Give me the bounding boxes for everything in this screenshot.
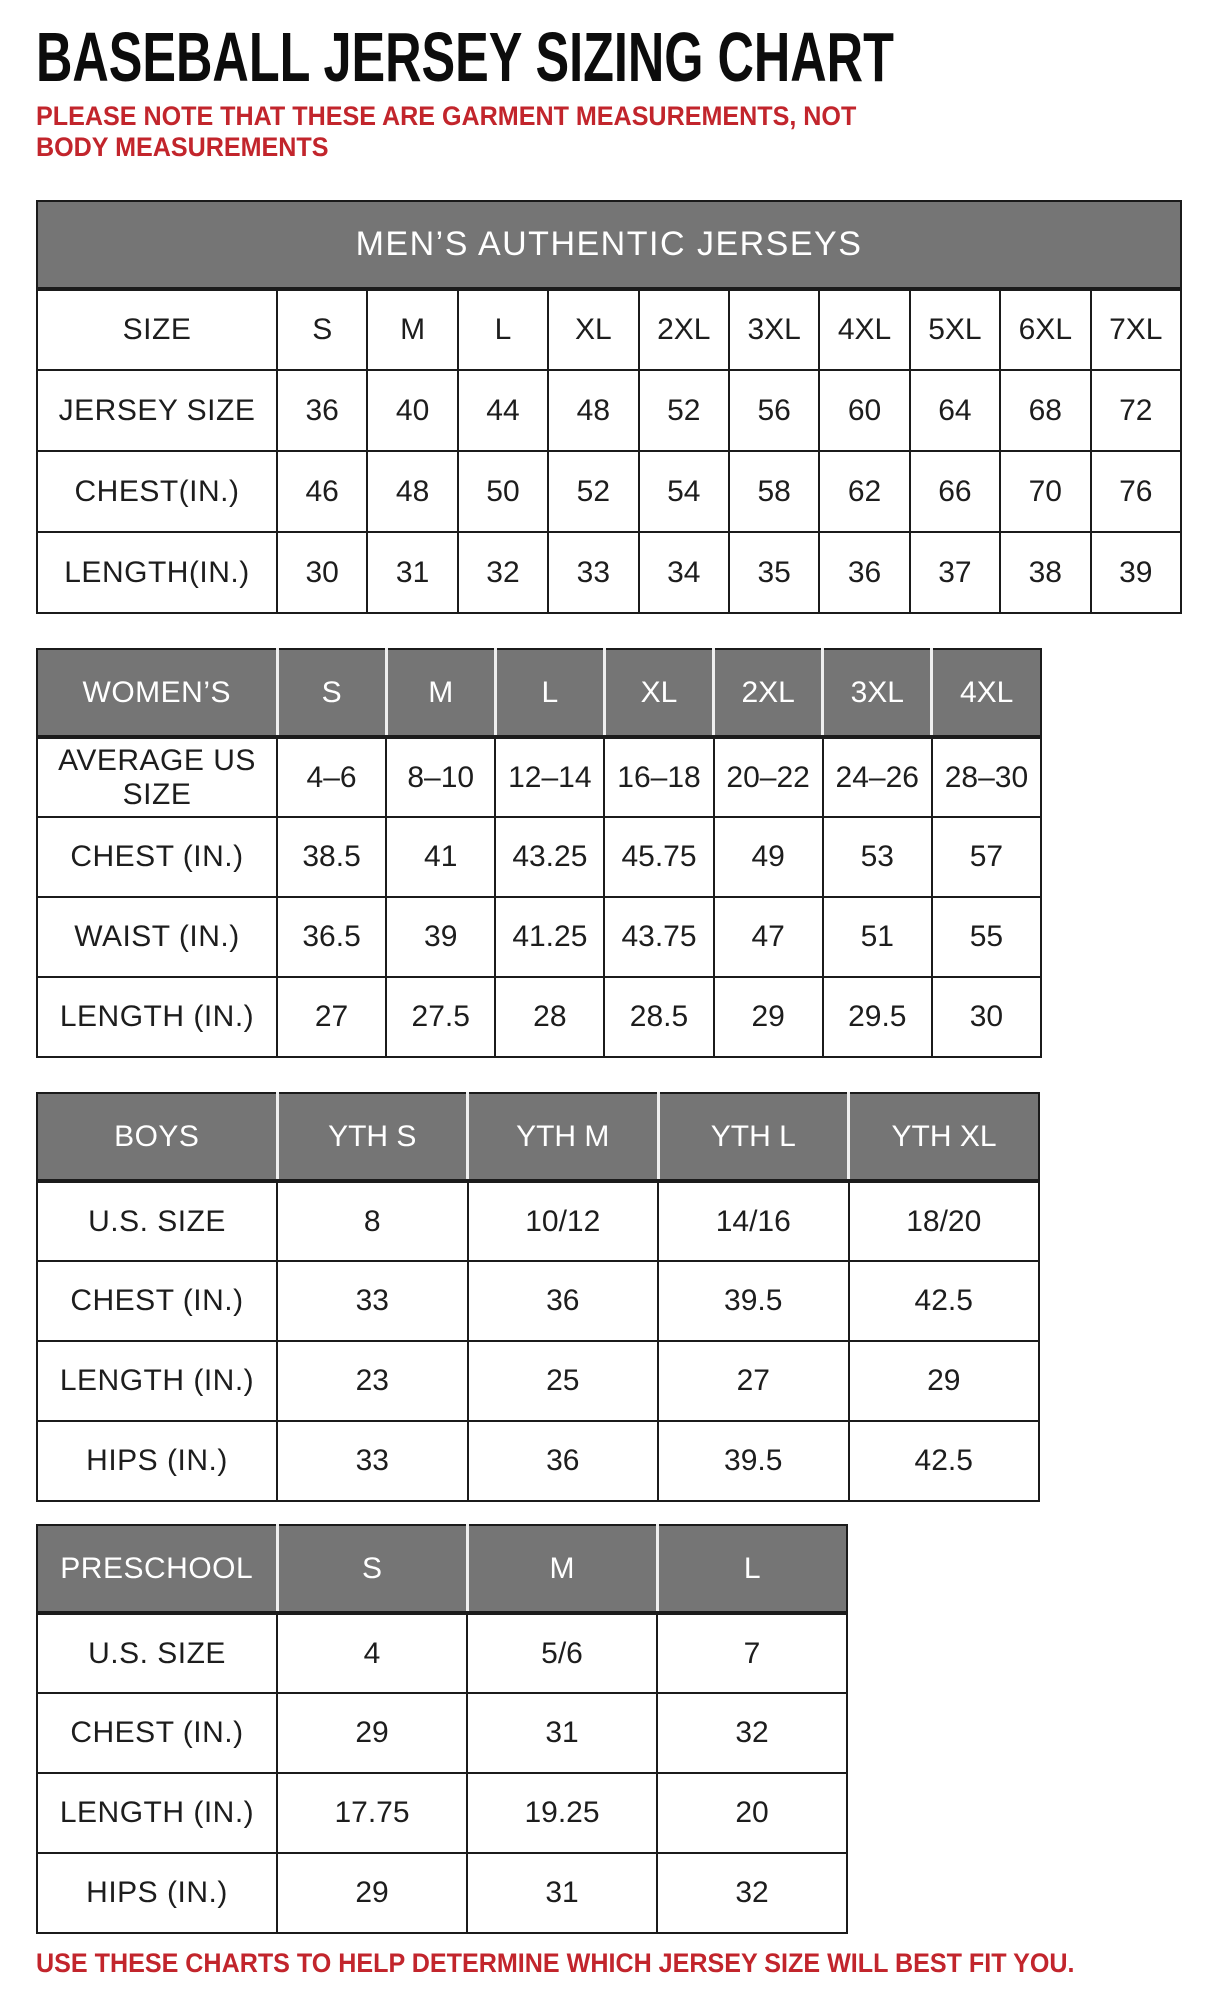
womens-header-label: WOMEN’S bbox=[37, 649, 277, 737]
mens-size-cell: 40 bbox=[367, 370, 457, 451]
womens-size-cell: 28 bbox=[495, 977, 604, 1057]
womens-column-header: 3XL bbox=[823, 649, 932, 737]
womens-size-cell: 41.25 bbox=[495, 897, 604, 977]
boys-size-cell: 14/16 bbox=[658, 1181, 849, 1261]
mens-size-cell: 76 bbox=[1091, 451, 1181, 532]
garment-measurement-note: PLEASE NOTE THAT THESE ARE GARMENT MEASUREMENTS, NOT BODY MEASUREMENTS bbox=[36, 100, 857, 163]
boys-column-header: YTH XL bbox=[849, 1093, 1040, 1181]
boys-size-cell: 33 bbox=[277, 1421, 468, 1501]
mens-size-cell: 34 bbox=[639, 532, 729, 613]
womens-size-cell: 36.5 bbox=[277, 897, 386, 977]
womens-size-cell: 43.25 bbox=[495, 817, 604, 897]
mens-banner-row bbox=[37, 201, 1181, 289]
mens-table-banner: MEN’S AUTHENTIC JERSEYS bbox=[37, 201, 1181, 289]
mens-size-cell: 39 bbox=[1091, 532, 1181, 613]
preschool-column-header: M bbox=[467, 1525, 657, 1613]
preschool-row-label: LENGTH (IN.) bbox=[37, 1773, 277, 1853]
mens-sizing-table bbox=[36, 200, 1182, 614]
mens-row-label: LENGTH(IN.) bbox=[37, 532, 277, 613]
preschool-sizing-table bbox=[36, 1524, 848, 1934]
womens-row-label: CHEST (IN.) bbox=[37, 817, 277, 897]
boys-size-cell: 42.5 bbox=[849, 1421, 1040, 1501]
preschool-header-label: PRESCHOOL bbox=[37, 1525, 277, 1613]
womens-table-row bbox=[37, 737, 1041, 817]
preschool-size-cell: 19.25 bbox=[467, 1773, 657, 1853]
preschool-row-label: CHEST (IN.) bbox=[37, 1693, 277, 1773]
womens-size-cell: 30 bbox=[932, 977, 1041, 1057]
mens-size-cell: 58 bbox=[729, 451, 819, 532]
mens-column-header: L bbox=[458, 289, 548, 370]
mens-size-cell: 38 bbox=[1000, 532, 1090, 613]
preschool-row-label: U.S. SIZE bbox=[37, 1613, 277, 1693]
boys-size-cell: 39.5 bbox=[658, 1421, 849, 1501]
boys-column-header: YTH S bbox=[277, 1093, 468, 1181]
womens-column-header: 4XL bbox=[932, 649, 1041, 737]
womens-size-cell: 38.5 bbox=[277, 817, 386, 897]
womens-size-cell: 57 bbox=[932, 817, 1041, 897]
womens-size-cell: 55 bbox=[932, 897, 1041, 977]
mens-column-header: 6XL bbox=[1000, 289, 1090, 370]
preschool-size-cell: 29 bbox=[277, 1693, 467, 1773]
womens-column-header: 2XL bbox=[714, 649, 823, 737]
womens-size-cell: 29.5 bbox=[823, 977, 932, 1057]
boys-header-row bbox=[37, 1093, 1039, 1181]
mens-table-row bbox=[37, 370, 1181, 451]
womens-column-header: XL bbox=[604, 649, 713, 737]
mens-column-header: 2XL bbox=[639, 289, 729, 370]
boys-table-row bbox=[37, 1421, 1039, 1501]
womens-size-cell: 45.75 bbox=[604, 817, 713, 897]
womens-size-cell: 4–6 bbox=[277, 737, 386, 817]
preschool-row-label: HIPS (IN.) bbox=[37, 1853, 277, 1933]
womens-size-cell: 16–18 bbox=[604, 737, 713, 817]
mens-size-cell: 48 bbox=[367, 451, 457, 532]
preschool-size-cell: 17.75 bbox=[277, 1773, 467, 1853]
womens-size-cell: 51 bbox=[823, 897, 932, 977]
mens-column-header: XL bbox=[548, 289, 638, 370]
womens-size-cell: 43.75 bbox=[604, 897, 713, 977]
boys-table-row bbox=[37, 1341, 1039, 1421]
boys-row-label: CHEST (IN.) bbox=[37, 1261, 277, 1341]
mens-size-cell: 62 bbox=[819, 451, 909, 532]
mens-size-cell: 36 bbox=[819, 532, 909, 613]
preschool-size-cell: 29 bbox=[277, 1853, 467, 1933]
mens-table-row bbox=[37, 451, 1181, 532]
mens-size-cell: 30 bbox=[277, 532, 367, 613]
boys-size-cell: 36 bbox=[468, 1421, 659, 1501]
womens-table-row bbox=[37, 897, 1041, 977]
boys-size-cell: 29 bbox=[849, 1341, 1040, 1421]
preschool-column-header: S bbox=[277, 1525, 467, 1613]
mens-size-cell: 56 bbox=[729, 370, 819, 451]
mens-column-header: M bbox=[367, 289, 457, 370]
womens-size-cell: 27.5 bbox=[386, 977, 495, 1057]
womens-row-label: LENGTH (IN.) bbox=[37, 977, 277, 1057]
womens-size-cell: 27 bbox=[277, 977, 386, 1057]
mens-size-cell: 33 bbox=[548, 532, 638, 613]
womens-sizing-table bbox=[36, 648, 1042, 1058]
preschool-table-row bbox=[37, 1773, 847, 1853]
mens-row-label: CHEST(IN.) bbox=[37, 451, 277, 532]
preschool-table-row bbox=[37, 1613, 847, 1693]
mens-size-cell: 48 bbox=[548, 370, 638, 451]
preschool-size-cell: 31 bbox=[467, 1853, 657, 1933]
boys-column-header: YTH L bbox=[658, 1093, 849, 1181]
womens-column-header: M bbox=[386, 649, 495, 737]
boys-size-cell: 42.5 bbox=[849, 1261, 1040, 1341]
boys-row-label: LENGTH (IN.) bbox=[37, 1341, 277, 1421]
womens-size-cell: 41 bbox=[386, 817, 495, 897]
mens-column-header: 4XL bbox=[819, 289, 909, 370]
preschool-column-header: L bbox=[657, 1525, 847, 1613]
mens-table-row bbox=[37, 532, 1181, 613]
womens-size-cell: 49 bbox=[714, 817, 823, 897]
mens-size-cell: 50 bbox=[458, 451, 548, 532]
womens-table-row bbox=[37, 817, 1041, 897]
womens-size-cell: 29 bbox=[714, 977, 823, 1057]
boys-size-cell: 18/20 bbox=[849, 1181, 1040, 1261]
mens-size-cell: 66 bbox=[910, 451, 1000, 532]
boys-sizing-table bbox=[36, 1092, 1040, 1502]
womens-row-label: WAIST (IN.) bbox=[37, 897, 277, 977]
mens-size-cell: 44 bbox=[458, 370, 548, 451]
boys-row-label: U.S. SIZE bbox=[37, 1181, 277, 1261]
preschool-table-row bbox=[37, 1693, 847, 1773]
mens-size-cell: 54 bbox=[639, 451, 729, 532]
preschool-header-row bbox=[37, 1525, 847, 1613]
mens-size-cell: 64 bbox=[910, 370, 1000, 451]
mens-column-header: 3XL bbox=[729, 289, 819, 370]
mens-size-cell: 60 bbox=[819, 370, 909, 451]
mens-column-header: 5XL bbox=[910, 289, 1000, 370]
womens-header-row bbox=[37, 649, 1041, 737]
preschool-size-cell: 31 bbox=[467, 1693, 657, 1773]
womens-size-cell: 20–22 bbox=[714, 737, 823, 817]
mens-size-cell: 68 bbox=[1000, 370, 1090, 451]
boys-size-cell: 23 bbox=[277, 1341, 468, 1421]
womens-size-cell: 28–30 bbox=[932, 737, 1041, 817]
mens-size-cell: 52 bbox=[639, 370, 729, 451]
mens-row-label: JERSEY SIZE bbox=[37, 370, 277, 451]
preschool-size-cell: 20 bbox=[657, 1773, 847, 1853]
womens-size-cell: 53 bbox=[823, 817, 932, 897]
mens-size-cell: 32 bbox=[458, 532, 548, 613]
boys-size-cell: 33 bbox=[277, 1261, 468, 1341]
womens-size-cell: 39 bbox=[386, 897, 495, 977]
mens-size-cell: 35 bbox=[729, 532, 819, 613]
womens-column-header: S bbox=[277, 649, 386, 737]
womens-size-cell: 24–26 bbox=[823, 737, 932, 817]
womens-size-cell: 28.5 bbox=[604, 977, 713, 1057]
boys-table-row bbox=[37, 1181, 1039, 1261]
boys-size-cell: 10/12 bbox=[468, 1181, 659, 1261]
boys-table-row bbox=[37, 1261, 1039, 1341]
womens-row-label: AVERAGE US SIZE bbox=[37, 737, 277, 817]
preschool-size-cell: 7 bbox=[657, 1613, 847, 1693]
womens-column-header: L bbox=[495, 649, 604, 737]
boys-size-cell: 36 bbox=[468, 1261, 659, 1341]
boys-size-cell: 8 bbox=[277, 1181, 468, 1261]
mens-column-header: S bbox=[277, 289, 367, 370]
size-tables-container bbox=[36, 200, 1220, 1934]
preschool-size-cell: 32 bbox=[657, 1693, 847, 1773]
boys-size-cell: 25 bbox=[468, 1341, 659, 1421]
boys-column-header: YTH M bbox=[468, 1093, 659, 1181]
mens-size-cell: 37 bbox=[910, 532, 1000, 613]
mens-size-cell: 70 bbox=[1000, 451, 1090, 532]
boys-row-label: HIPS (IN.) bbox=[37, 1421, 277, 1501]
preschool-table-row bbox=[37, 1853, 847, 1933]
womens-size-cell: 12–14 bbox=[495, 737, 604, 817]
boys-size-cell: 27 bbox=[658, 1341, 849, 1421]
mens-size-cell: 72 bbox=[1091, 370, 1181, 451]
mens-size-cell: 46 bbox=[277, 451, 367, 532]
footer-note: USE THESE CHARTS TO HELP DETERMINE WHICH JERSEY SIZE WILL BEST FIT YOU. bbox=[36, 1948, 1075, 1979]
page-title: BASEBALL JERSEY SIZING CHART bbox=[36, 18, 894, 96]
womens-size-cell: 47 bbox=[714, 897, 823, 977]
mens-size-cell: 52 bbox=[548, 451, 638, 532]
preschool-size-cell: 32 bbox=[657, 1853, 847, 1933]
boys-size-cell: 39.5 bbox=[658, 1261, 849, 1341]
womens-table-row bbox=[37, 977, 1041, 1057]
mens-size-cell: 31 bbox=[367, 532, 457, 613]
preschool-size-cell: 4 bbox=[277, 1613, 467, 1693]
preschool-size-cell: 5/6 bbox=[467, 1613, 657, 1693]
boys-header-label: BOYS bbox=[37, 1093, 277, 1181]
mens-header-row bbox=[37, 289, 1181, 370]
mens-size-cell: 36 bbox=[277, 370, 367, 451]
womens-size-cell: 8–10 bbox=[386, 737, 495, 817]
mens-column-header: 7XL bbox=[1091, 289, 1181, 370]
mens-header-label: SIZE bbox=[37, 289, 277, 370]
